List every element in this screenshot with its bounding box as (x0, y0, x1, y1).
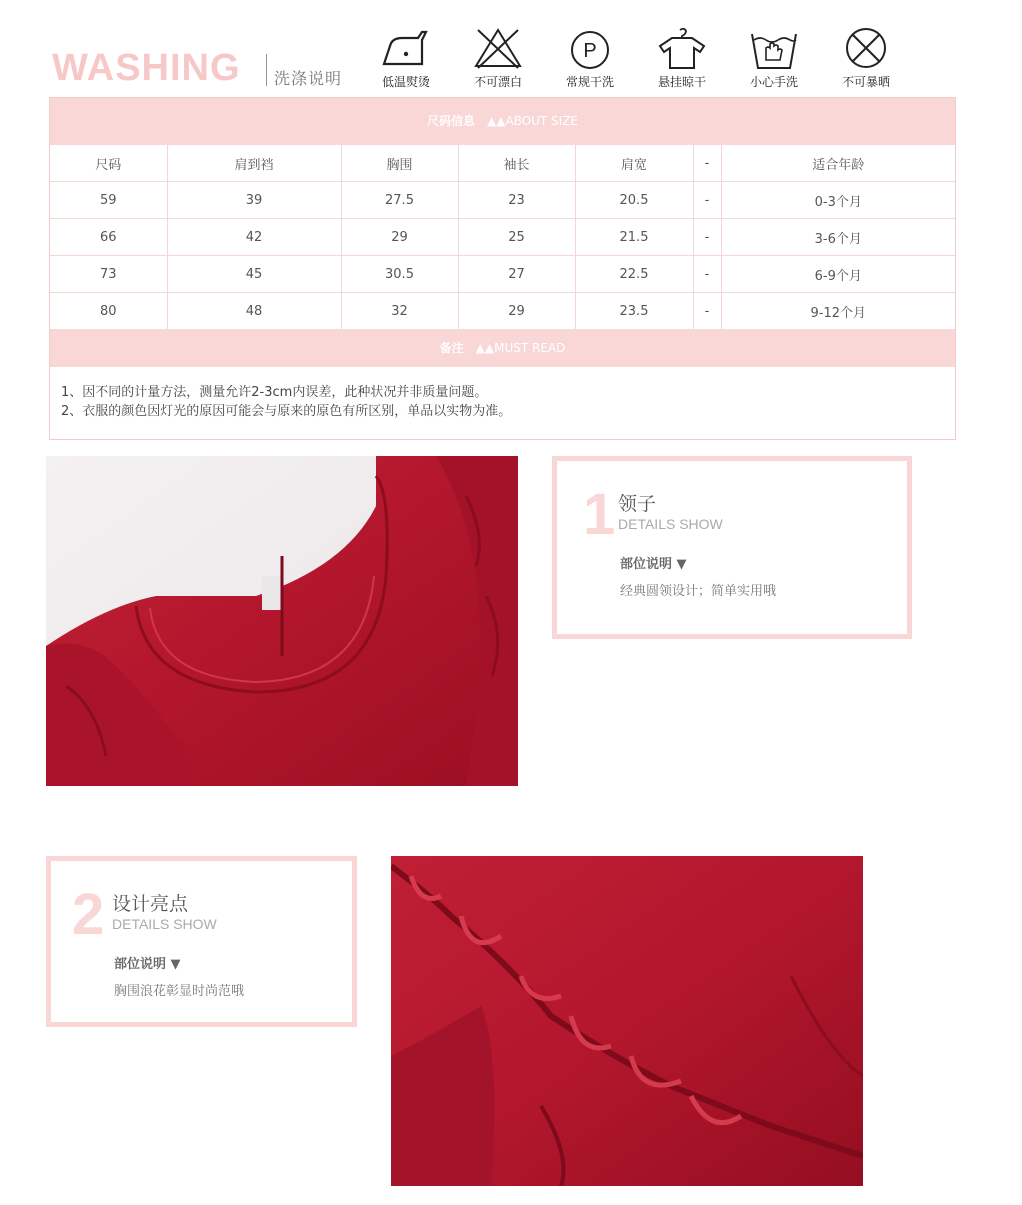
detail-title: 领子 (618, 493, 657, 515)
care-label-dry-clean: 常规干洗 (565, 75, 614, 89)
iron-low-icon (378, 26, 434, 70)
table-cell: 27 (458, 256, 575, 293)
care-label-hand-wash: 小心手洗 (749, 75, 798, 89)
size-header-cn: 尺码信息 (426, 114, 475, 128)
care-label-hang-dry: 悬挂晾干 (657, 75, 706, 89)
detail-number: 2 (72, 882, 105, 947)
detail-box-design (46, 856, 357, 1027)
care-item-hang-dry (644, 26, 720, 90)
detail-description: 经典圆领设计；简单实用哦 (620, 584, 777, 599)
table-cell: 23 (458, 182, 575, 219)
column-header: 胸围 (341, 145, 458, 182)
table-cell: 21.5 (575, 219, 693, 256)
notes-header-bar (50, 329, 955, 367)
table-cell: - (693, 256, 721, 293)
table-cell: 59 (50, 182, 167, 219)
care-item-hand-wash (736, 26, 812, 90)
table-cell: 30.5 (341, 256, 458, 293)
no-sun-dry-icon (838, 26, 894, 70)
care-label-no-bleach: 不可漂白 (473, 75, 522, 89)
table-row (50, 293, 955, 330)
column-header: 适合年龄 (721, 145, 955, 182)
hang-dry-icon (654, 26, 710, 70)
notes-text (61, 383, 511, 421)
table-cell: - (693, 182, 721, 219)
column-header: 尺码 (50, 145, 167, 182)
no-bleach-icon (470, 26, 526, 70)
care-item-no-sun (828, 26, 904, 90)
table-cell: 42 (167, 219, 341, 256)
table-row (50, 219, 955, 256)
detail-part-label: 部位说明 ▼ (114, 957, 181, 972)
table-cell: - (693, 219, 721, 256)
table-cell: 80 (50, 293, 167, 330)
table-cell: 22.5 (575, 256, 693, 293)
table-cell: - (693, 293, 721, 330)
table-cell: 29 (458, 293, 575, 330)
table-header-row (50, 145, 955, 182)
table-cell: 27.5 (341, 182, 458, 219)
table-cell: 25 (458, 219, 575, 256)
collar-detail-photo (46, 456, 518, 786)
table-cell: 66 (50, 219, 167, 256)
table-cell: 23.5 (575, 293, 693, 330)
ruffle-detail-photo (391, 856, 863, 1186)
size-header-bar (50, 98, 955, 145)
table-cell: 6-9个月 (721, 256, 955, 293)
washing-title: WASHING (52, 47, 241, 89)
note-line: 1、因不同的计量方法，测量允许2-3cm内误差，此种状况并非质量问题。 (61, 385, 488, 400)
detail-subtitle: DETAILS SHOW (112, 916, 217, 932)
size-header-en: ▲▲ABOUT SIZE (486, 114, 579, 128)
column-header: 肩到裆 (167, 145, 341, 182)
svg-text:P: P (583, 40, 597, 62)
washing-subtitle: 洗涤说明 (274, 69, 343, 88)
table-cell: 39 (167, 182, 341, 219)
hand-wash-icon (746, 26, 802, 70)
care-item-iron (368, 26, 444, 90)
table-cell: 0-3个月 (721, 182, 955, 219)
size-table (50, 145, 955, 330)
notes-header-cn: 备注 (439, 341, 464, 355)
detail-part-label: 部位说明 ▼ (620, 557, 687, 572)
column-header: - (693, 145, 721, 182)
care-label-no-sun: 不可暴晒 (841, 75, 890, 89)
table-row (50, 256, 955, 293)
table-cell: 20.5 (575, 182, 693, 219)
note-line: 2、衣服的颜色因灯光的原因可能会与原来的原色有所区别，单品以实物为准。 (61, 404, 512, 419)
detail-number: 1 (583, 482, 616, 547)
table-row (50, 182, 955, 219)
table-cell: 3-6个月 (721, 219, 955, 256)
table-cell: 45 (167, 256, 341, 293)
care-item-dry-clean (552, 26, 628, 90)
washing-divider (266, 54, 267, 86)
detail-box-collar (552, 456, 912, 639)
detail-subtitle: DETAILS SHOW (618, 516, 723, 532)
detail-title: 设计亮点 (112, 893, 189, 915)
detail-description: 胸围浪花彰显时尚范哦 (114, 984, 245, 999)
table-cell: 32 (341, 293, 458, 330)
column-header: 袖长 (458, 145, 575, 182)
care-label-iron: 低温熨烫 (381, 75, 430, 89)
size-info-section (49, 97, 956, 440)
table-cell: 29 (341, 219, 458, 256)
dry-clean-p-icon (562, 26, 618, 70)
column-header: 肩宽 (575, 145, 693, 182)
care-item-no-bleach (460, 26, 536, 90)
notes-header-en: ▲▲MUST READ (475, 341, 566, 355)
table-cell: 9-12个月 (721, 293, 955, 330)
table-cell: 73 (50, 256, 167, 293)
table-cell: 48 (167, 293, 341, 330)
